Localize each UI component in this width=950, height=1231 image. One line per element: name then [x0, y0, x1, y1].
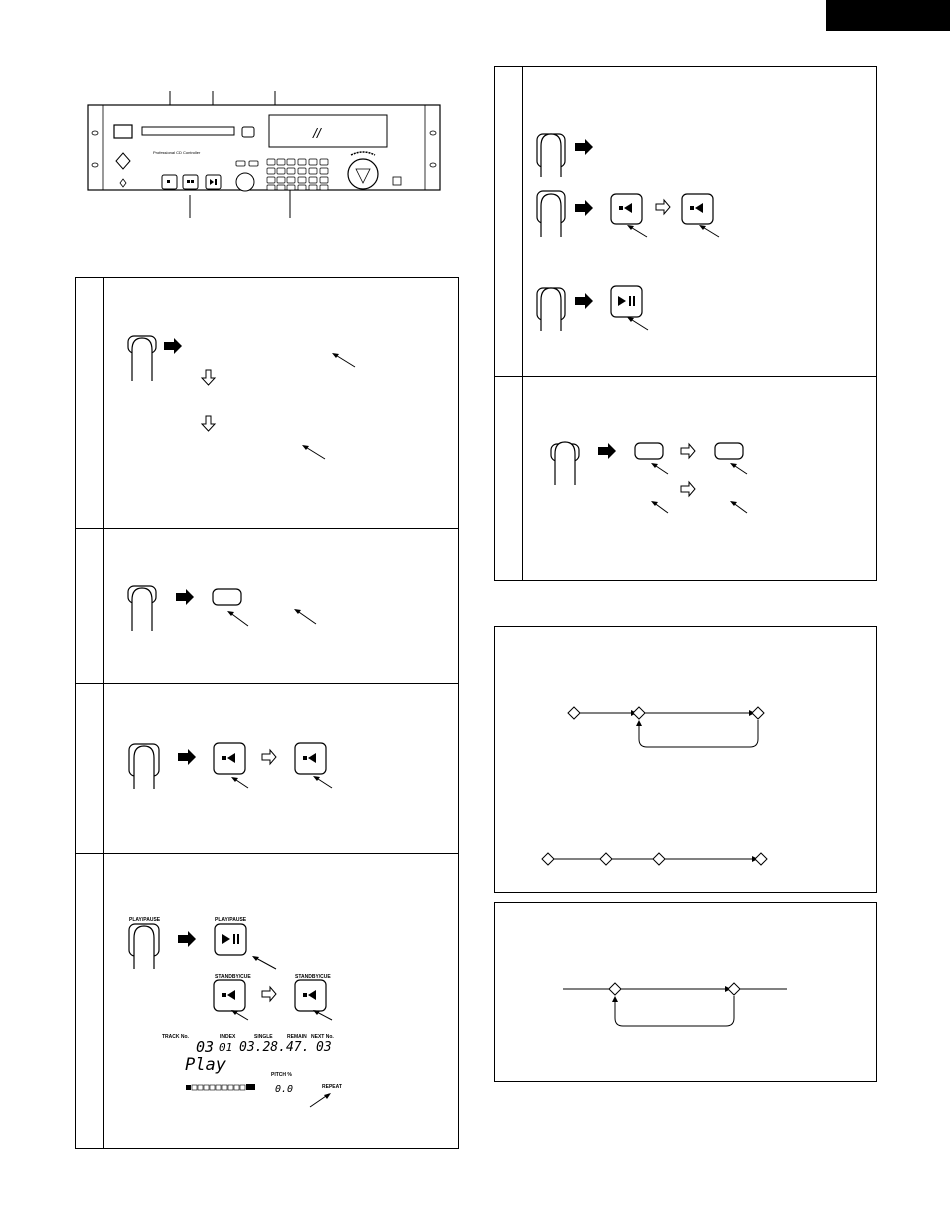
- indicator-button-outline: [213, 589, 241, 605]
- finger-press-icon: [128, 586, 156, 631]
- hollow-right-arrow-icon: [262, 750, 276, 764]
- step-box-4: [75, 853, 459, 1149]
- black-arrow-icon: [575, 139, 593, 155]
- black-arrow-icon: [178, 749, 196, 765]
- black-arrow-icon: [575, 200, 593, 216]
- step-box-5: [494, 66, 877, 377]
- mode-text: Play: [185, 1055, 226, 1075]
- step1-illustration: [76, 278, 460, 530]
- node-diamond-icon: [600, 853, 612, 865]
- black-arrow-icon: [575, 293, 593, 309]
- node-diamond-icon: [542, 853, 554, 865]
- step2-illustration: [76, 529, 460, 685]
- finger-press-icon: [537, 191, 565, 237]
- finger-press-icon: [129, 744, 159, 789]
- index-label: INDEX: [220, 1034, 236, 1040]
- down-arrow-icon: [202, 416, 215, 431]
- loop-flow-diagram: [495, 903, 878, 1083]
- black-arrow-icon: [176, 589, 194, 605]
- play-pause-button: [611, 286, 642, 317]
- device-front-panel: [85, 85, 445, 225]
- pitch-label: PITCH %: [271, 1072, 292, 1078]
- step-box-2: [75, 528, 459, 684]
- repeat-label: REPEAT: [322, 1084, 342, 1090]
- finger-press-icon: [128, 336, 156, 381]
- hollow-right-arrow-icon: [656, 200, 670, 214]
- level-meter: [186, 1084, 255, 1090]
- step-box-1: [75, 277, 459, 529]
- svg-text:Professional CD Controller: Professional CD Controller: [153, 150, 201, 155]
- black-arrow-icon: [164, 338, 182, 354]
- indicator-button-outline: [635, 443, 663, 459]
- track-label: TRACK No.: [162, 1034, 189, 1040]
- node-diamond-icon: [752, 707, 764, 719]
- next-value: 03: [316, 1040, 332, 1055]
- finger-press-icon: [537, 134, 565, 177]
- hollow-right-arrow-icon: [262, 987, 276, 1001]
- track-value: 03: [196, 1038, 215, 1056]
- time-value: 03.28.47.: [239, 1040, 310, 1055]
- step-box-3: [75, 683, 459, 854]
- black-arrow-icon: [598, 443, 616, 459]
- finger-press-icon: [537, 288, 565, 331]
- standby-cue-caption-2: STANDBY/CUE: [295, 974, 331, 980]
- step3-illustration: [76, 684, 460, 855]
- repeat-flow-diagram: [495, 627, 878, 894]
- finger-press-icon: [129, 924, 159, 969]
- play-pause-caption: PLAY/PAUSE: [129, 917, 161, 923]
- step-box-6: [494, 376, 877, 581]
- finger-press-icon: [551, 442, 579, 485]
- node-diamond-icon: [609, 983, 621, 995]
- play-pause-caption-2: PLAY/PAUSE: [215, 917, 247, 923]
- svg-text://: //: [313, 125, 321, 141]
- repeat-diagram-box-1: [494, 626, 877, 893]
- lcd-display: [162, 1034, 342, 1107]
- step6-illustration: [495, 377, 878, 582]
- down-arrow-icon: [202, 370, 215, 385]
- next-label: NEXT No.: [311, 1034, 334, 1040]
- play-pause-button: [215, 924, 246, 955]
- page-section-tab: [826, 0, 950, 31]
- step5-illustration: [495, 67, 878, 378]
- node-diamond-icon: [728, 983, 740, 995]
- node-diamond-icon: [755, 853, 767, 865]
- standby-cue-caption: STANDBY/CUE: [215, 974, 251, 980]
- remain-label: REMAIN: [287, 1034, 307, 1040]
- pitch-value: 0.0: [275, 1084, 294, 1095]
- repeat-diagram-box-2: [494, 902, 877, 1082]
- step4-illustration: [76, 854, 460, 1150]
- node-diamond-icon: [633, 707, 645, 719]
- node-diamond-icon: [653, 853, 665, 865]
- hollow-right-arrow-icon: [681, 444, 695, 458]
- node-diamond-icon: [568, 707, 580, 719]
- indicator-button-outline: [715, 443, 743, 459]
- single-label: SINGLE: [254, 1034, 273, 1040]
- black-arrow-icon: [178, 931, 196, 947]
- index-value: 01: [219, 1041, 233, 1054]
- hollow-right-arrow-icon: [681, 482, 695, 496]
